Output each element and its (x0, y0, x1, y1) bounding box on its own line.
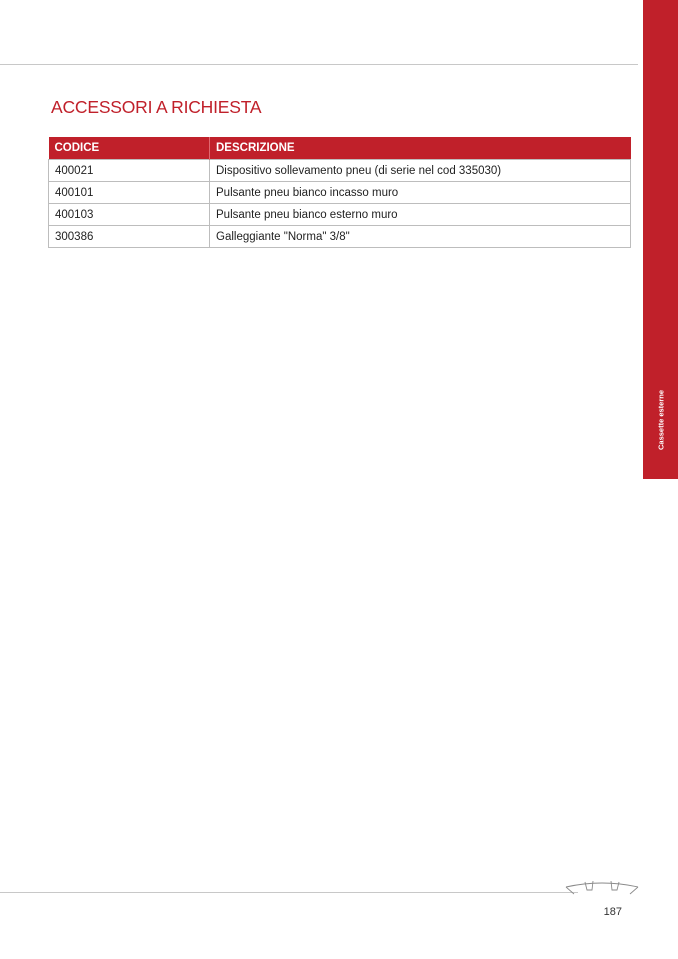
cell-code: 400021 (49, 160, 210, 182)
header-code: CODICE (49, 137, 210, 160)
top-divider (0, 64, 638, 65)
cell-code: 400103 (49, 204, 210, 226)
side-tab-label: Cassette esterne (656, 389, 665, 451)
table-header-row (49, 137, 631, 160)
accessories-table (48, 137, 631, 248)
bottom-divider (0, 892, 578, 893)
cell-description: Dispositivo sollevamento pneu (di serie nel cod 335030) (210, 160, 631, 182)
cell-description: Pulsante pneu bianco esterno muro (210, 204, 631, 226)
page-number: 187 (603, 906, 622, 918)
cell-code: 300386 (49, 226, 210, 248)
cell-code: 400101 (49, 182, 210, 204)
table-row (49, 182, 631, 204)
table-row (49, 226, 631, 248)
header-description: DESCRIZIONE (210, 137, 631, 160)
table-row (49, 204, 631, 226)
section-title: ACCESSORI A RICHIESTA (51, 97, 262, 117)
table-row (49, 160, 631, 182)
cell-description: Galleggiante "Norma" 3/8" (210, 226, 631, 248)
footer-decoration-icon (565, 878, 639, 898)
cell-description: Pulsante pneu bianco incasso muro (210, 182, 631, 204)
